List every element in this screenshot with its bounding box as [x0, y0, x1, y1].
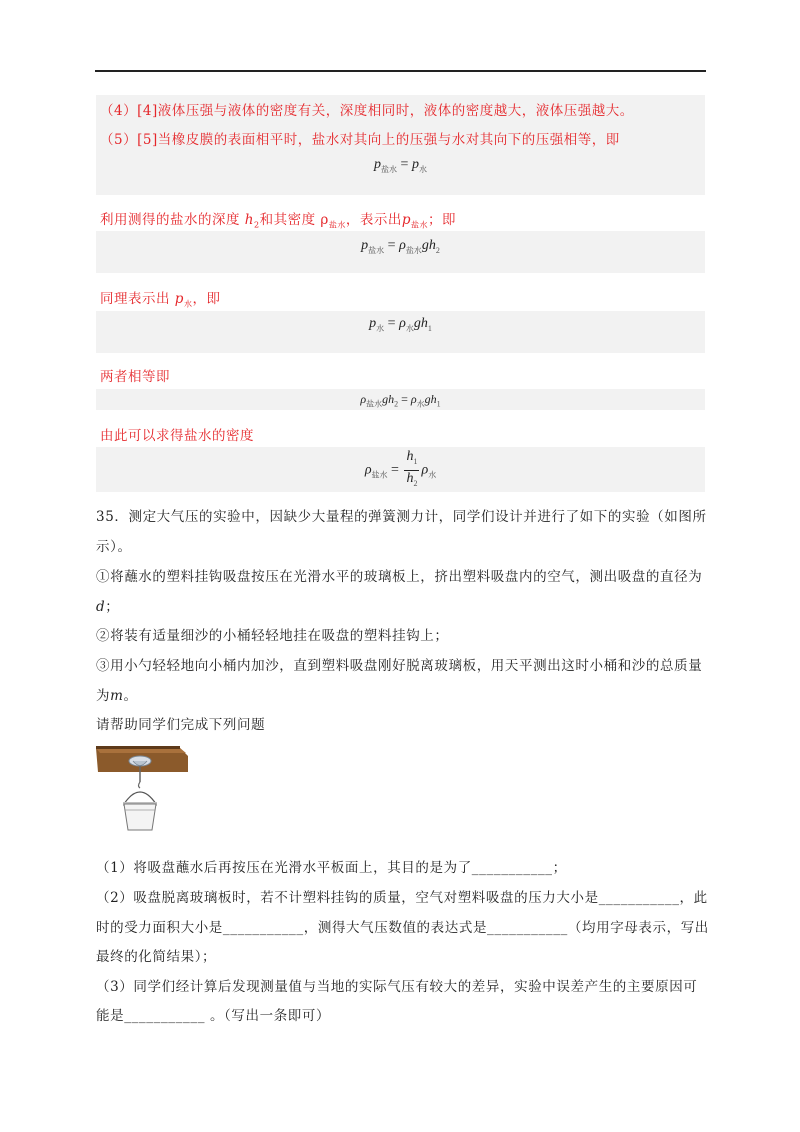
q35-sub2-cont: 时的受力面积大小是___________，测得大气压数值的表达式是___________（均用字母表示，写出	[96, 920, 709, 936]
header-rule	[95, 70, 706, 72]
formula-4: $\rho_{盐水}gh_2 = \rho_水gh_1$	[360, 392, 441, 409]
formula-5: $\rho_{盐水}$ = $\frac{h_1}{h_2}$ $\rho_水$	[96, 449, 705, 492]
q35-sub2-cont2: 最终的化简结果）；	[96, 949, 217, 965]
fraction: $\frac{h_1}{h_2}$	[406, 449, 418, 488]
formula-1: $p_{盐水} = p_水$	[374, 157, 427, 174]
q35-sub3-cont: 能是___________ 。（写出一条即可）	[96, 1008, 331, 1024]
q35-step3: ③用小勺轻轻地向小桶内加沙，直到塑料吸盘刚好脱离玻璃板，用天平测出这时小桶和沙的总质量	[96, 658, 703, 674]
suction-cup-figure	[96, 746, 188, 838]
q35-step1-cont: d；	[96, 599, 120, 615]
q35-sub3: （3）同学们经计算后发现测量值与当地的实际气压有较大的差异，实验中误差产生的主要原因可	[96, 979, 698, 995]
answer-text-8: 两者相等即	[100, 369, 170, 385]
q35-sub1: （1）将吸盘蘸水后再按压在光滑水平板面上，其目的是为了___________；	[96, 860, 567, 876]
q35-step2: ②将装有适量细沙的小桶轻轻地挂在吸盘的塑料挂钩上；	[96, 628, 449, 644]
q35-line1: 35．测定大气压的实验中，因缺少大量程的弹簧测力计，同学们设计并进行了如下的实验（如图所	[96, 509, 707, 525]
answer-text-7: 同理表示出 $p_水$，即	[100, 291, 221, 309]
formula-2: $p_{盐水} = \rho_{盐水}gh_2$	[361, 238, 440, 255]
answer-text-9: 由此可以求得盐水的密度	[100, 428, 254, 444]
answer-4: （4）[4]液体压强与液体的密度有关，深度相同时，液体的密度越大，液体压强越大。	[100, 103, 634, 119]
q35-step1: ①将蘸水的塑料挂钩吸盘按压在光滑水平的玻璃板上，挤出塑料吸盘内的空气，测出吸盘的直径为	[96, 569, 703, 585]
q35-sub2: （2）吸盘脱离玻璃板时，若不计塑料挂钩的质量，空气对塑料吸盘的压力大小是___________，此	[96, 890, 708, 906]
answer-text-6: 利用测得的盐水的深度 $h_2$和其密度 $\rho_{盐水}$，表示出$p_{盐水}$；即	[100, 212, 456, 230]
q35-step3-cont: 为m。	[96, 688, 138, 704]
answer-5: （5）[5]当橡皮膜的表面相平时，盐水对其向上的压强与水对其向下的压强相等，即	[100, 132, 620, 148]
q35-prompt: 请帮助同学们完成下列问题	[96, 717, 266, 733]
formula-3: $p_水 = \rho_水gh_1$	[369, 316, 432, 333]
q35-line2: 示）。	[96, 539, 132, 555]
